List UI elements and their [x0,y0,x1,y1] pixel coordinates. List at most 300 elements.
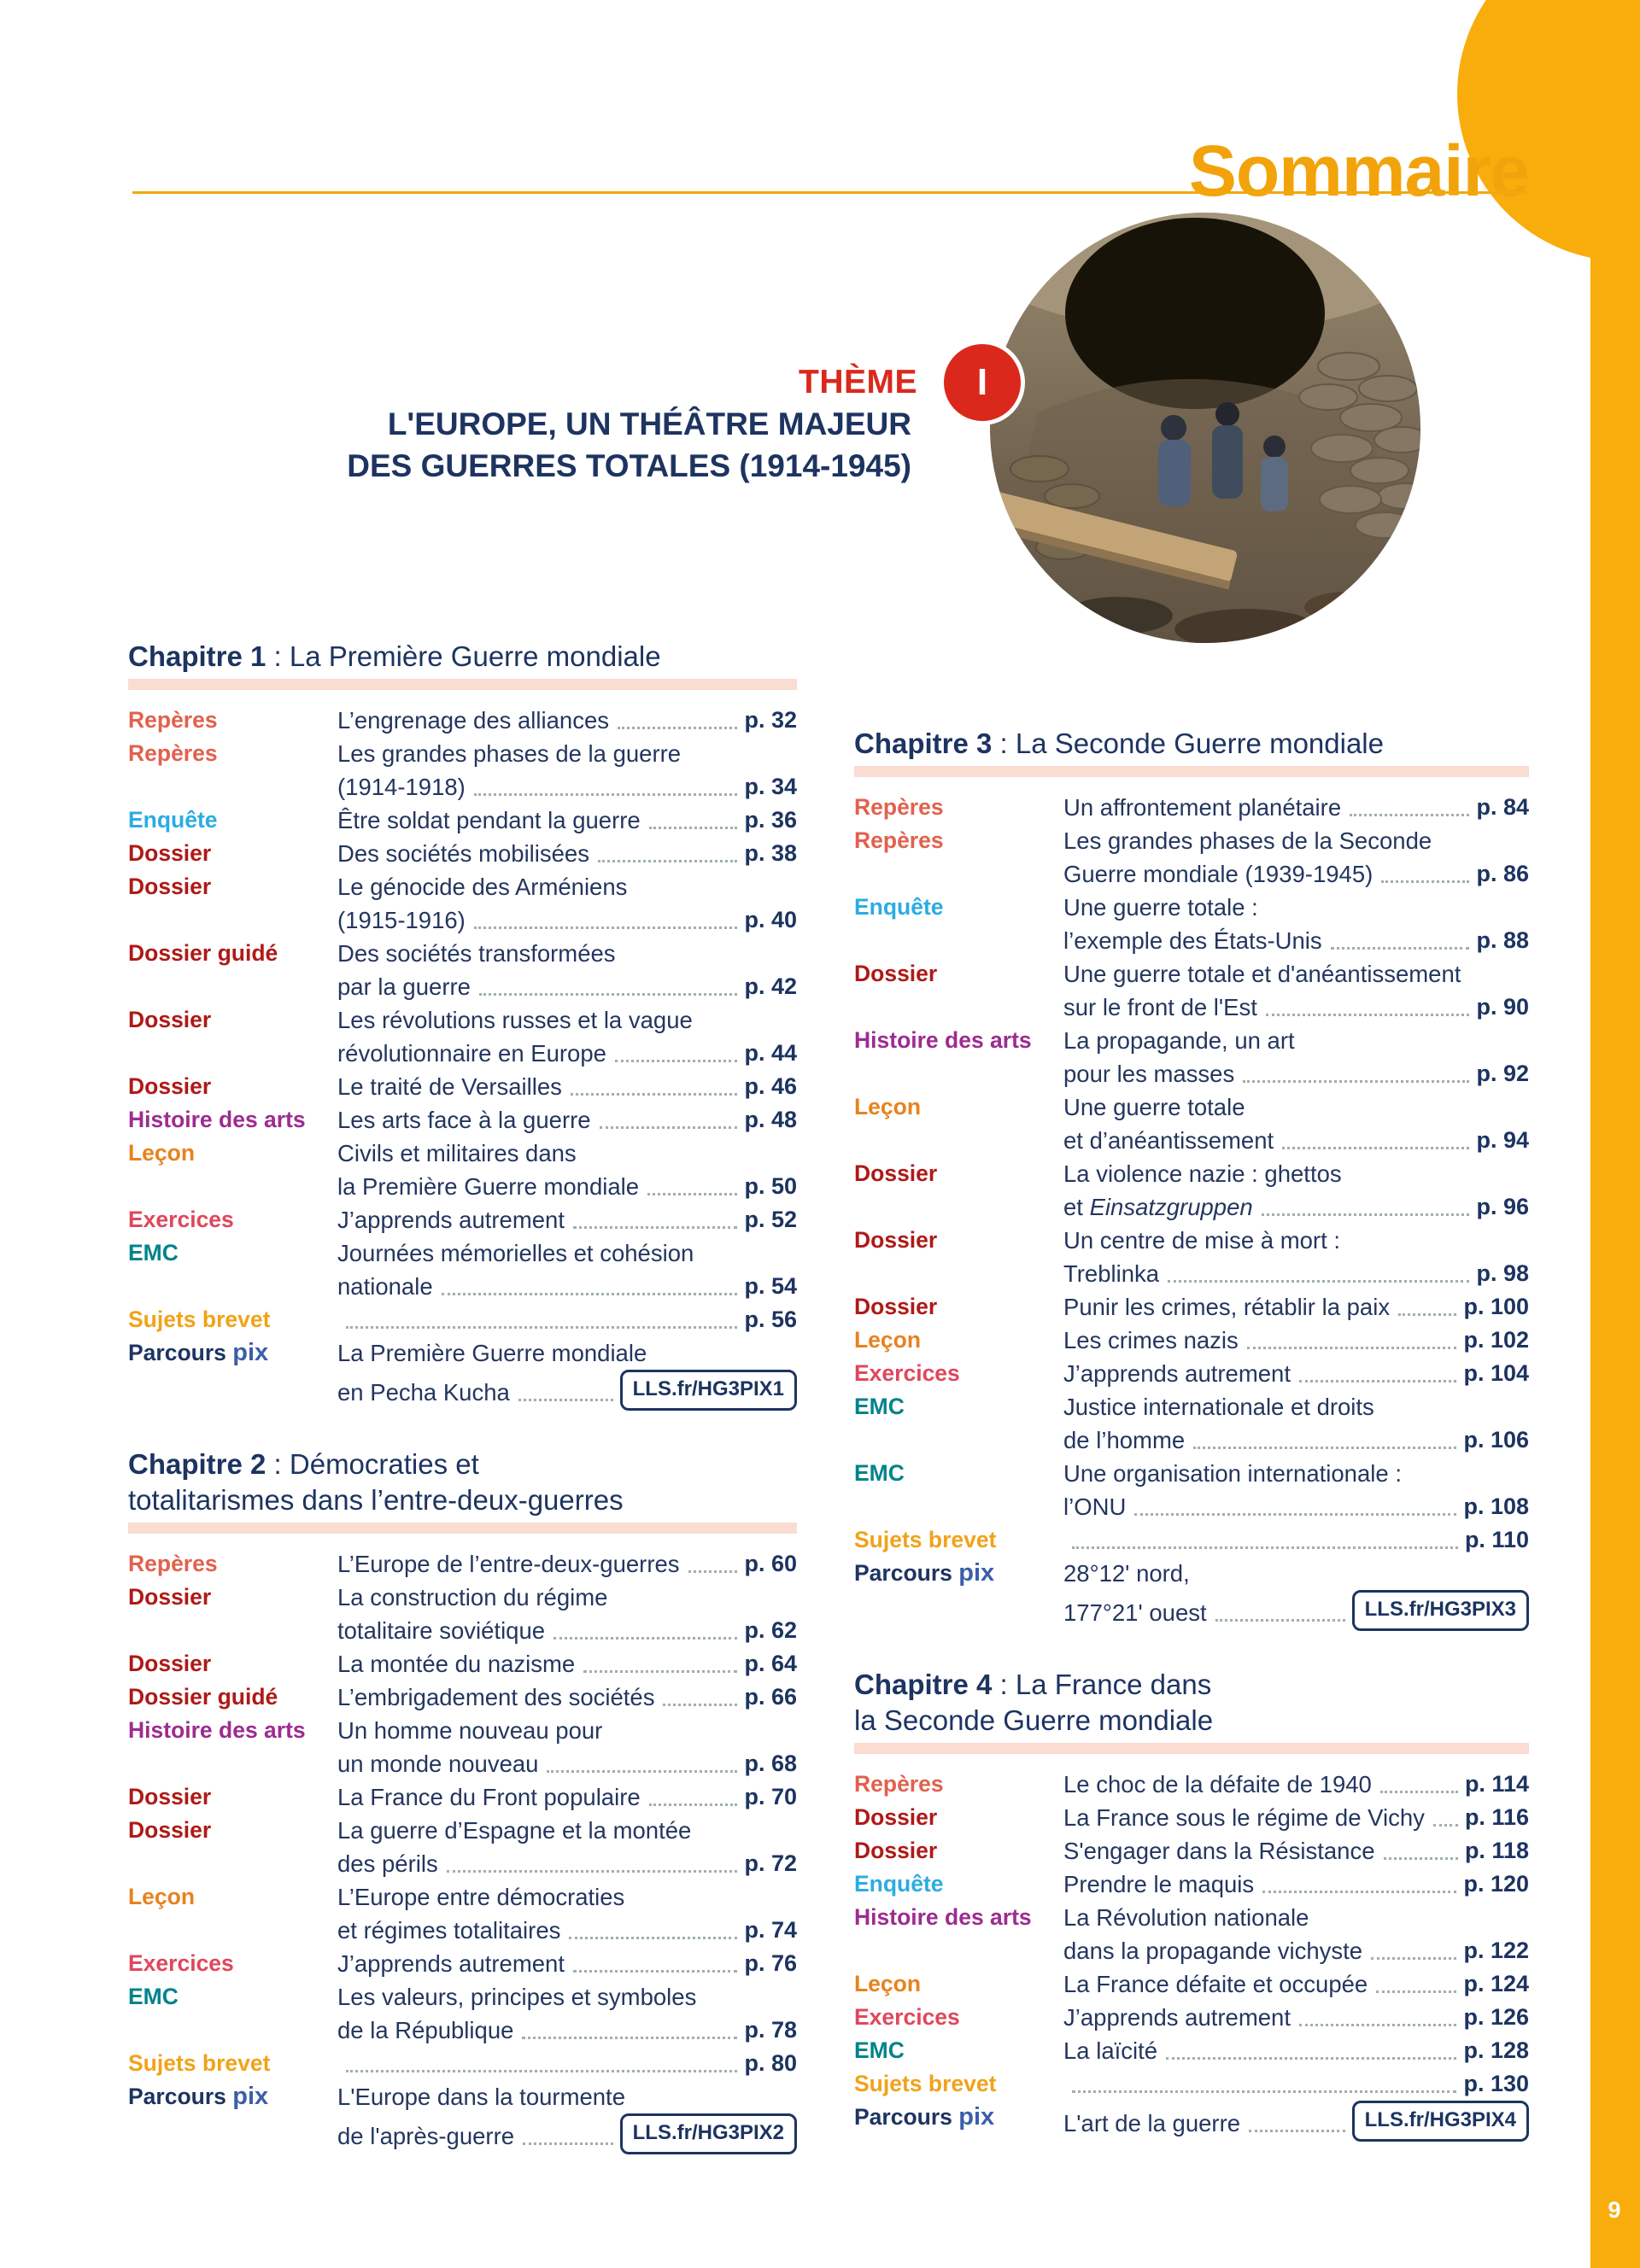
entry-title: L'Europe dans la tourmente [337,2084,625,2110]
dotted-leader [618,727,737,729]
dotted-leader [1371,1957,1456,1960]
chapter-1 [128,639,797,1409]
entry-line [1063,924,1529,957]
toc-entry [128,1137,797,1203]
entry-title: Prendre le maquis [1063,1871,1255,1897]
dotted-leader [442,1293,738,1295]
entry-title: Un homme nouveau pour [337,1717,603,1744]
dotted-leader [346,1326,737,1329]
dotted-leader [1072,1546,1458,1549]
entry-body [1063,1901,1529,1967]
entry-line [337,1137,797,1170]
toc-entry [128,1814,797,1880]
entry-body [1063,1768,1529,1801]
entry-line [1063,1457,1529,1490]
entry-title: La violence nazie : ghettos [1063,1160,1342,1187]
toc-entry [854,957,1529,1024]
entry-body [337,1236,797,1303]
dotted-leader [479,993,738,996]
entry-title: sur le front de l'Est [1063,994,1257,1020]
entry-body [337,1880,797,1947]
entry-line [337,837,797,870]
entry-page-number: p. 104 [1463,1360,1529,1386]
dotted-leader [1262,1891,1456,1893]
entry-page-number: p. 124 [1463,1971,1529,1996]
toc-entry [128,1581,797,1647]
dotted-leader [569,1937,737,1939]
entry-body [337,1103,797,1137]
dotted-leader [1299,2024,1456,2026]
dotted-leader [1398,1313,1456,1316]
entry-line [1063,1868,1529,1901]
entry-line [337,1780,797,1814]
entry-line [1063,2067,1529,2101]
entry-type-label: EMC [128,1240,179,1266]
entry-page-number: p. 54 [744,1273,797,1299]
entry-line [337,1647,797,1681]
entry-line [337,1170,797,1203]
entry-title: J’apprends autrement [1063,1360,1291,1387]
chapter-heading [854,726,1529,762]
entry-line [1063,957,1529,991]
entry-type-label: Exercices [128,1207,234,1232]
entry-type-label: Histoire des arts [854,1027,1032,1053]
entry-body [337,1303,797,1336]
entry-page-number: p. 64 [744,1651,797,1676]
entry-line [1063,2034,1529,2067]
entry-title: Journées mémorielles et cohésion [337,1240,694,1266]
entry-type-label: Leçon [128,1140,196,1166]
entry-title: (1914-1918) [337,774,466,800]
entry-line [1063,824,1529,857]
entry-title: 28°12' nord, [1063,1560,1190,1587]
entry-line [1063,1290,1529,1324]
entry-line [1063,1423,1529,1457]
toc-entry [128,1714,797,1780]
entry-line [337,1980,797,2014]
toc-entry [854,1801,1529,1834]
pix-logo: pix [958,1559,995,1587]
toc-entry [128,1547,797,1581]
entry-line [337,2047,797,2080]
entry-type-label: Dossier [128,1817,212,1843]
theme-title-line-2: DES GUERRES TOTALES (1914-1945) [347,448,911,483]
toc-entry [854,2034,1529,2067]
toc-entry [854,1523,1529,1557]
entry-type-label: EMC [128,1984,179,2009]
toc-column-left [128,639,797,2153]
toc-entry [854,1834,1529,1868]
entry-page-number: p. 128 [1463,2037,1529,2063]
toc-entry [854,1967,1529,2001]
entry-line [337,2113,797,2153]
dotted-leader [523,2142,613,2145]
toc-entry [128,1070,797,1103]
entry-body [337,704,797,737]
dotted-leader [573,1226,737,1229]
toc-entry [128,837,797,870]
title-divider [132,191,1529,194]
entry-line [1063,1490,1529,1523]
chapter-heading-line: totalitarismes dans l’entre-deux-guerres [128,1484,624,1516]
entry-line [337,1614,797,1647]
entry-body [337,837,797,870]
dotted-leader [1266,1014,1470,1016]
entry-page-number: p. 102 [1463,1327,1529,1353]
entry-page-number: p. 40 [744,907,797,932]
entry-body [337,1003,797,1070]
entry-line [1063,1390,1529,1423]
entry-line [337,1037,797,1070]
entry-line [1063,1901,1529,1934]
dotted-leader [573,1970,737,1973]
entry-body [1063,1557,1529,1629]
entry-title: (1915-1916) [337,907,466,933]
entry-line [337,1847,797,1880]
entry-line [337,1270,797,1303]
toc-entry [854,1768,1529,1801]
entry-page-number: p. 74 [744,1917,797,1943]
lls-link[interactable]: LLS.fr/HG3PIX2 [620,2113,797,2154]
entry-body [1063,824,1529,891]
entry-body [337,1336,797,1409]
entry-title: La construction du régime [337,1584,608,1610]
entry-page-number: p. 36 [744,807,797,833]
dotted-leader [1247,1347,1457,1349]
entry-title: L’engrenage des alliances [337,707,610,734]
entry-title: de l'après-guerre [337,2123,515,2149]
entry-line [1063,1057,1529,1090]
entry-body [1063,1868,1529,1901]
entry-title: et Einsatzgruppen [1063,1194,1253,1220]
entry-page-number: p. 94 [1476,1127,1529,1153]
entry-page-number: p. 34 [744,774,797,799]
dotted-leader [571,1093,738,1096]
dotted-leader [598,860,737,862]
entry-title: par la guerre [337,973,471,1000]
entry-title: Les grandes phases de la guerre [337,740,682,767]
entry-title: pour les masses [1063,1061,1235,1087]
entry-type-label: Dossier [128,874,212,899]
entry-type-label: Leçon [854,1971,922,1996]
entry-type-label: Dossier [128,1584,212,1610]
entry-title: Le traité de Versailles [337,1073,562,1100]
toc-entry [854,1224,1529,1290]
entry-line [337,1581,797,1614]
entry-type-label: Dossier [854,961,938,986]
dotted-leader [1282,1147,1469,1149]
chapter-heading-line: Chapitre 3 : La Seconde Guerre mondiale [854,728,1384,759]
toc-entry [854,1024,1529,1090]
entry-title: La propagande, un art [1063,1027,1295,1054]
entry-body [337,1137,797,1203]
entry-page-number: p. 108 [1463,1493,1529,1519]
entry-line [1063,1934,1529,1967]
entry-line [337,1370,797,1409]
toc-entry [128,1880,797,1947]
entry-line [337,1747,797,1780]
entry-type-label: Leçon [854,1094,922,1119]
chapter-number: Chapitre 1 [128,640,266,672]
entry-type-label: Leçon [128,1884,196,1909]
dotted-leader [1193,1447,1456,1449]
theme-label: THÈME [799,364,917,400]
entry-type-label: Dossier [854,1160,938,1186]
entry-line [1063,1090,1529,1124]
entry-line [337,937,797,970]
entry-type-label: Sujets brevet [128,1306,271,1332]
entry-body [337,2080,797,2153]
entry-title: L’Europe de l’entre-deux-guerres [337,1551,680,1577]
entry-line [1063,857,1529,891]
toc-entry [128,1336,797,1409]
entry-line [337,704,797,737]
dotted-leader [688,1570,738,1573]
toc-entry [854,1157,1529,1224]
entry-title: Une guerre totale et d'anéantissement [1063,961,1461,987]
entry-page-number: p. 76 [744,1950,797,1976]
toc-entry [854,1324,1529,1357]
entry-page-number: p. 50 [744,1173,797,1199]
entry-title: de l’homme [1063,1427,1186,1453]
entry-page-number: p. 90 [1476,994,1529,1020]
entry-type-label: Dossier guidé [128,940,278,966]
toc-entry [854,1290,1529,1324]
entry-body [337,1780,797,1814]
toc-entry [128,1303,797,1336]
entry-line [1063,1324,1529,1357]
entry-body [337,1203,797,1236]
dotted-leader [554,1637,737,1640]
entry-page-number: p. 78 [744,2017,797,2043]
entry-type-label: Repères [854,827,944,853]
trench-photo [990,213,1420,643]
entry-type-label: Dossier [854,1838,938,1863]
entry-line [1063,2101,1529,2140]
entry-type-label: Parcours pix [854,1559,995,1587]
entry-body [337,870,797,937]
entry-title: Une organisation internationale : [1063,1460,1402,1487]
entry-page-number: p. 56 [744,1306,797,1332]
chapter-heading [854,1667,1529,1739]
entry-type-label: Dossier [854,1804,938,1830]
entry-line [1063,1357,1529,1390]
entry-line [337,1003,797,1037]
entry-page-number: p. 68 [744,1751,797,1776]
entry-line [1063,1024,1529,1057]
entry-title: J’apprends autrement [337,1950,565,1977]
theme-title-line-1: L'EUROPE, UN THÉÂTRE MAJEUR [387,406,911,441]
entry-type-label: Dossier [128,1784,212,1809]
entry-type-label: Histoire des arts [854,1904,1032,1930]
chapter-entries [128,704,797,1409]
entry-body [1063,1457,1529,1523]
lls-link[interactable]: LLS.fr/HG3PIX1 [620,1370,797,1411]
entry-line [1063,891,1529,924]
entry-page-number: p. 84 [1476,794,1529,820]
entry-type-label: Dossier guidé [128,1684,278,1710]
entry-type-label: Dossier [854,1227,938,1253]
entry-body [1063,1390,1529,1457]
entry-type-label: Dossier [128,1073,212,1099]
entry-title: Treblinka [1063,1260,1160,1287]
chapter-entries [854,791,1529,1629]
entry-page-number: p. 72 [744,1850,797,1876]
entry-line [1063,2001,1529,2034]
toc-entry [854,1390,1529,1457]
entry-type-label: Enquête [854,1871,944,1897]
toc-entry [128,2047,797,2080]
chapter-3 [854,726,1529,1629]
entry-line [337,1814,797,1847]
dotted-leader [1381,880,1469,883]
entry-title: Des sociétés transformées [337,940,616,967]
theme-numeral-badge [940,340,1025,425]
entry-line [1063,1590,1529,1629]
dotted-leader [1243,1080,1469,1083]
entry-line [337,1103,797,1137]
toc-entry [128,2080,797,2153]
entry-type-label: Histoire des arts [128,1717,306,1743]
entry-line [1063,1834,1529,1868]
dotted-leader [615,1060,738,1062]
entry-title: La guerre d’Espagne et la montée [337,1817,692,1844]
entry-title: Une guerre totale [1063,1094,1245,1120]
chapter-heading-line: Chapitre 4 : La France dans [854,1669,1212,1700]
entry-type-label: Dossier [128,840,212,866]
entry-title: Justice internationale et droits [1063,1394,1374,1420]
entry-type-label: EMC [854,1394,905,1419]
pix-logo: pix [958,2103,995,2131]
entry-type-label: Enquête [854,894,944,920]
dotted-leader [1168,1280,1469,1283]
entry-line [337,970,797,1003]
entry-page-number: p. 118 [1464,1838,1529,1863]
entry-title: Une guerre totale : [1063,894,1258,921]
chapter-heading-line: la Seconde Guerre mondiale [854,1704,1214,1736]
toc-entry [854,1557,1529,1629]
theme-title [222,403,911,487]
chapter-heading [128,639,797,675]
entry-title: La Première Guerre mondiale [337,1340,647,1366]
chapter-underline [128,679,797,690]
toc-entry [854,2067,1529,2101]
entry-page-number: p. 114 [1464,1771,1529,1797]
entry-type-label: Parcours pix [854,2103,995,2131]
toc-entry [128,1103,797,1137]
entry-title: Être soldat pendant la guerre [337,807,641,833]
pix-logo: pix [232,2083,269,2110]
toc-entry [854,2001,1529,2034]
toc-entry [128,937,797,1003]
entry-body [337,1947,797,1980]
entry-body [337,2047,797,2080]
entry-title: La France du Front populaire [337,1784,641,1810]
lls-link[interactable]: LLS.fr/HG3PIX4 [1352,2101,1529,2142]
entry-type-label: Dossier [128,1651,212,1676]
entry-title: en Pecha Kucha [337,1379,510,1406]
entry-title: et d’anéantissement [1063,1127,1274,1154]
toc-entry [128,737,797,804]
entry-body [1063,891,1529,957]
toc-entry [128,1980,797,2047]
chapter-number: Chapitre 2 [128,1448,266,1480]
entry-title: Punir les crimes, rétablir la paix [1063,1294,1391,1320]
entry-page-number: p. 92 [1476,1061,1529,1086]
entry-type-label: Exercices [854,1360,960,1386]
toc-entry [854,791,1529,824]
entry-line [1063,1557,1529,1590]
entry-line [337,1914,797,1947]
entry-type-label: Dossier [128,1007,212,1032]
entry-title: un monde nouveau [337,1751,539,1777]
dotted-leader [649,1803,738,1806]
entry-type-label: Exercices [854,2004,960,2030]
entry-page-number: p. 48 [744,1107,797,1132]
entry-body [337,1581,797,1647]
toc-entry [128,1003,797,1070]
entry-line [1063,1768,1529,1801]
entry-page-number: p. 106 [1463,1427,1529,1453]
toc-entry [128,1780,797,1814]
entry-body [1063,1967,1529,2001]
entry-title: de la République [337,2017,514,2043]
entry-page-number: p. 32 [744,707,797,733]
entry-title: révolutionnaire en Europe [337,1040,606,1067]
entry-type-label: Parcours pix [128,2083,269,2110]
entry-line [337,1947,797,1980]
entry-body [1063,2101,1529,2140]
entry-body [1063,1324,1529,1357]
entry-title: L'art de la guerre [1063,2110,1241,2136]
chapter-heading-line: Chapitre 1 : La Première Guerre mondiale [128,640,661,672]
entry-type-label: Repères [854,1771,944,1797]
entry-page-number: p. 122 [1463,1938,1529,1963]
entry-type-label: Repères [128,707,218,733]
entry-body [1063,1024,1529,1090]
toc-entry [128,1203,797,1236]
entry-body [1063,1801,1529,1834]
dotted-leader [346,2070,737,2072]
lls-link[interactable]: LLS.fr/HG3PIX3 [1352,1590,1529,1631]
dotted-leader [1262,1213,1470,1216]
entry-body [337,737,797,804]
entry-line [337,1547,797,1581]
entry-page-number: p. 38 [744,840,797,866]
toc-entry [854,1901,1529,1967]
dotted-leader [583,1670,737,1673]
entry-title: J’apprends autrement [337,1207,565,1233]
dotted-leader [474,793,738,796]
toc-entry [128,704,797,737]
entry-title: Guerre mondiale (1939-1945) [1063,861,1374,887]
entry-page-number: p. 62 [744,1617,797,1643]
dotted-leader [663,1704,737,1706]
entry-title: La montée du nazisme [337,1651,576,1677]
entry-title: et régimes totalitaires [337,1917,561,1944]
page-title: Sommaire [1188,131,1529,212]
entry-title: Des sociétés mobilisées [337,840,589,867]
toc-entry [854,2101,1529,2140]
entry-type-label: Repères [854,794,944,820]
entry-line [1063,1257,1529,1290]
entry-title: l’ONU [1063,1493,1127,1520]
entry-line [337,1336,797,1370]
entry-body [337,1980,797,2047]
entry-title: La Révolution nationale [1063,1904,1309,1931]
entry-line [337,770,797,804]
toc-column-right [854,726,1529,2140]
